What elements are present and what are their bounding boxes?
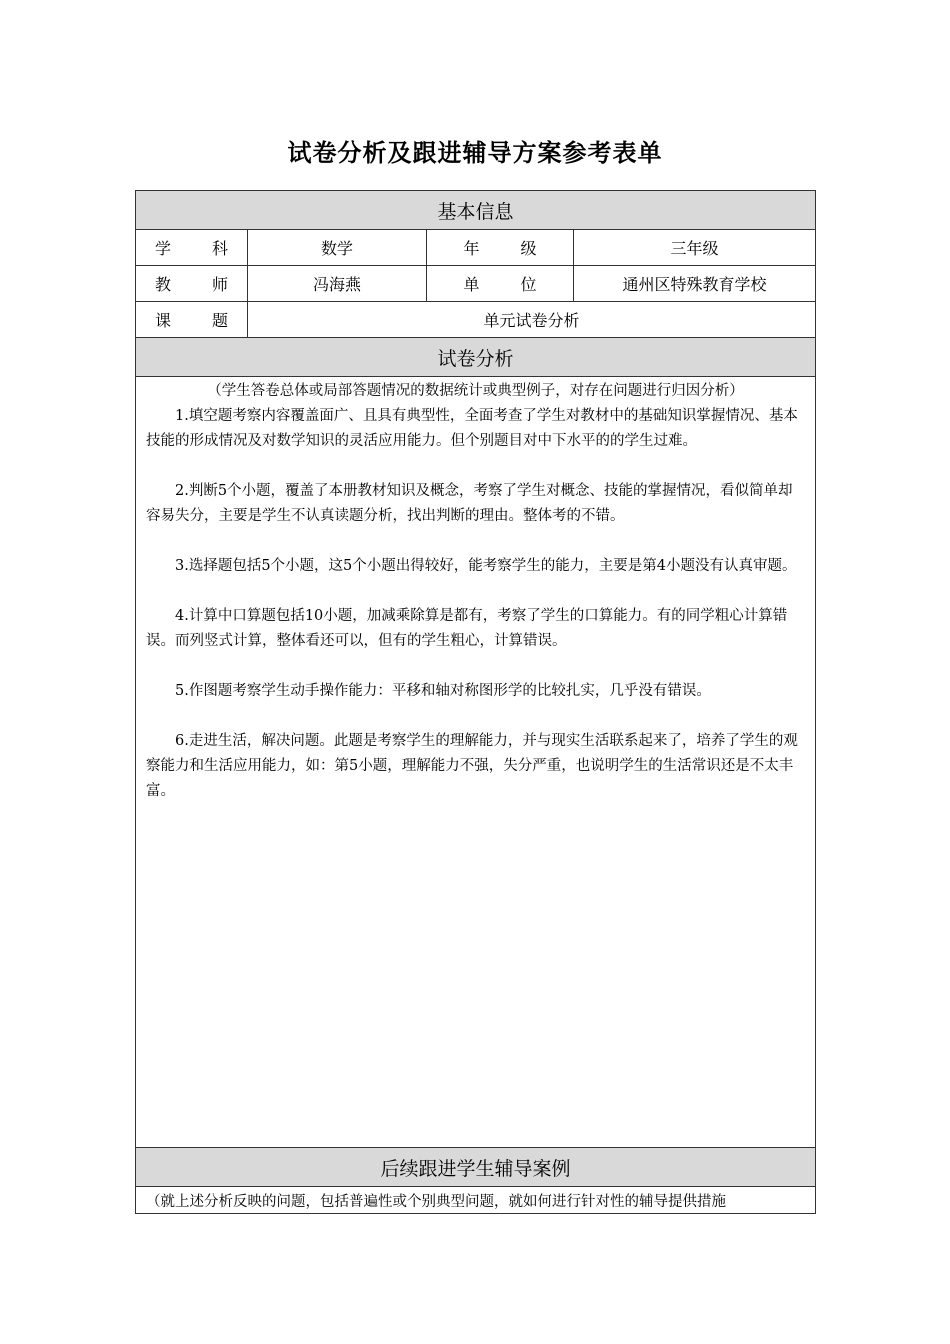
grade-value: 三年级 [574,230,816,266]
analysis-note: （学生答卷总体或局部答题情况的数据统计或典型例子，对存在问题进行归因分析） [207,383,744,399]
subject-value: 数学 [248,230,427,266]
analysis-body [136,377,816,1148]
topic-value: 单元试卷分析 [248,302,816,338]
analysis-item: 1.填空题考察内容覆盖面广、且具有典型性，全面考查了学生对教材中的基础知识掌握情况、基本技能的形成情况及对数学知识的灵活应用能力。但个别题目对中下水平的的学生过难。 [146,408,798,449]
basic-info-header: 基本信息 [136,191,816,230]
analysis-item: 3.选择题包括5个小题，这5个小题出得较好，能考察学生的能力，主要是第4小题没有认真审题。 [175,558,797,574]
unit-label: 单 位 [427,266,574,302]
teacher-label: 教 师 [136,266,248,302]
analysis-item: 2.判断5个小题，覆盖了本册教材知识及概念，考察了学生对概念、技能的掌握情况，看似简单却容易失分，主要是学生不认真读题分析，找出判断的理由。整体考的不错。 [146,483,793,524]
analysis-item: 4.计算中口算题包括10小题，加减乘除算是都有，考察了学生的口算能力。有的同学粗心计算错误。而列竖式计算，整体看还可以，但有的学生粗心，计算错误。 [146,608,788,649]
teacher-value: 冯海燕 [248,266,427,302]
page-title: 试卷分析及跟进辅导方案参考表单 [287,139,663,167]
followup-header: 后续跟进学生辅导案例 [136,1148,816,1187]
subject-label: 学 科 [136,230,248,266]
topic-label: 课 题 [136,302,248,338]
analysis-item: 6.走进生活，解决问题。此题是考察学生的理解能力，并与现实生活联系起来了，培养了学生的观察能力和生活应用能力，如：第5小题，理解能力不强，失分严重，也说明学生的生活常识还是不太丰富。 [146,733,798,799]
followup-note: （就上述分析反映的问题，包括普遍性或个别典型问题，就如何进行针对性的辅导提供措施 [136,1187,816,1214]
grade-label: 年 级 [427,230,574,266]
unit-value: 通州区特殊教育学校 [574,266,816,302]
analysis-form-table [135,190,816,1214]
analysis-header: 试卷分析 [136,338,816,377]
analysis-item: 5.作图题考察学生动手操作能力：平移和轴对称图形学的比较扎实，几乎没有错误。 [175,683,711,699]
